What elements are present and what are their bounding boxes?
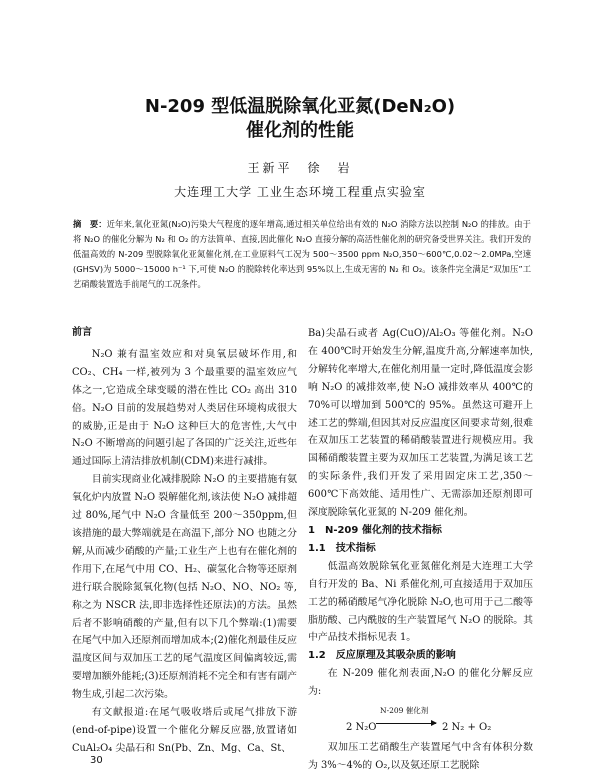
authors: 王新平 徐 岩 — [247, 161, 353, 175]
page-number: 30 — [90, 755, 103, 766]
paragraph: 目前实现商业化减排脱除 N₂O 的主要措施有氨氧化炉内放置 N₂O 裂解催化剂,该法使 N₂O 减排超过 80%,尾气中 N₂O 含量低至 200～350ppm,但该措施的最大弊端就是在高温下,部分 NO 也随之分解,从而减少硝酸的产量;工业生产上也有在催化剂的作用下,在尾气中用 CO、H₂、碳氢化合物等还原剂进行联合脱除氮氧化物(包括 N₂O、NO、NO₂ 等,称之为 NSCR 法,即非选择性还原法)的方法。虽然后者不影响硝酸的产量,但有以下几个弊端:(1)需要在尾气中加入还原剂而增加成本;(2)催化剂最佳反应温度区间与双加压工艺的尾气温度区间偏离较远,需要增加额外能耗;(3)还原剂消耗不完全和有害有副产物生成,引起二次污染。 — [72, 474, 297, 701]
title-line-1: N-209 型低温脱除氧化亚氮(DeN₂O) — [144, 96, 456, 117]
abstract-text: 近年来,氧化亚氮(N₂O)污染大气程度的逐年增高,通过相关单位给出有效的 N₂O 消除方法以控制 N₂O 的排放。由于将 N₂O 的催化分解为 N₂ 和 O₂ 的方法简单、直接,因此催化 N₂O 直接分解的高活性催化剂的研究备受世界关注。我们开发的低温高效的 N-209 型脱除氧化亚氮催化剂,在工业原料气工况为 500～3500 ppm N₂O,350～600℃,0.02～2.0MPa,空速(GHSV)为 5000～15000 h⁻¹ 下,可使 N₂O 的脱除转化率达到 95%以上,生成无害的 N₂ 和 O₂。该条件完全满足“双加压”工艺硝酸装置选手前尾气的工况条件。 — [73, 219, 531, 289]
right-column — [308, 325, 533, 775]
paragraph: 双加压工艺硝酸生产装置尾气中含有体积分数为 3%～4%的 O₂,以及氨还原工艺脱除 — [308, 742, 533, 771]
section-heading-1-1: 1.1 技术指标 — [308, 542, 376, 554]
affiliation: 大连理工大学 工业生态环境工程重点实验室 — [174, 185, 426, 199]
paragraph: 有文献报道:在尾气吸收塔后或尾气排放下游(end-of-pipe)设置一个催化分解反应器,放置诸如 CuAl₂O₄ 尖晶石和 Sn(Pb、Zn、Mg、Ca、St、 — [72, 707, 297, 754]
abstract — [73, 217, 531, 292]
reaction-arrow-icon — [376, 723, 436, 724]
paragraph: 在 N-209 催化剂表面,N₂O 的催化分解反应为: — [308, 668, 533, 698]
reaction-equation — [308, 701, 533, 739]
paragraph: Ba)尖晶石或者 Ag(CuO)/Al₂O₃ 等催化剂。N₂O 在 400℃时开始发生分解,温度升高,分解速率加快,分解转化率增大,在催化剂用量一定时,降低温度会影响 N₂O 的减排效率,使 N₂O 减排效率从 400℃的 70%可以增加到 500℃的 95%。虽然这可避开上述工艺的弊端,但因其对反应温度区间要求苛刻,很难在双加压工艺装置的稀硝酸装置进行规模应用。我国稀硝酸装置主要为双加压工艺装置,为满足该工艺的实际条件,我们开发了采用固定床工艺,350～600℃下高效能、适用性广、无需添加还原剂即可深度脱除氧化亚氮的 N-209 催化剂。 — [308, 328, 533, 519]
equation-catalyst: N-209 催化剂 — [380, 706, 429, 716]
equation-product: 2 N₂ + O₂ — [442, 722, 492, 734]
title-line-2: 催化剂的性能 — [246, 120, 354, 141]
paragraph: 低温高效脱除氧化亚氮催化剂是大连理工大学自行开发的 Ba、Ni 系催化剂,可直接适用于双加压工艺的稀硝酸尾气净化脱除 N₂O,也可用于己二酸等脂肪酸、己内酰胺的生产装置尾气 N₂O 的脱除。其中产品技术指标见表 1。 — [308, 560, 533, 644]
section-heading-1: 1 N-209 催化剂的技术指标 — [308, 524, 442, 536]
equation-reactant: 2 N₂O — [346, 722, 377, 734]
abstract-label: 摘 要： — [73, 219, 107, 229]
left-column — [72, 324, 297, 758]
paragraph: N₂O 兼有温室效应和对臭氧层破坏作用,和 CO₂、CH₄ 一样,被列为 3 个最重要的温室效应气体之一,它造成全球变暖的潜在性比 CO₂ 高出 310 倍。N₂O 目前的发展趋势对人类居住环境构成很大的威胁,正是由于 N₂O 这种巨大的危害性,大气中 N₂O 不断增高的问题引起了各国的广泛关注,近些年通过国际上清洁排放机制(CDM)来进行减排。 — [72, 348, 297, 468]
section-heading-preface: 前言 — [72, 327, 92, 338]
section-heading-1-2: 1.2 反应原理及其吸杂质的影响 — [308, 650, 456, 662]
